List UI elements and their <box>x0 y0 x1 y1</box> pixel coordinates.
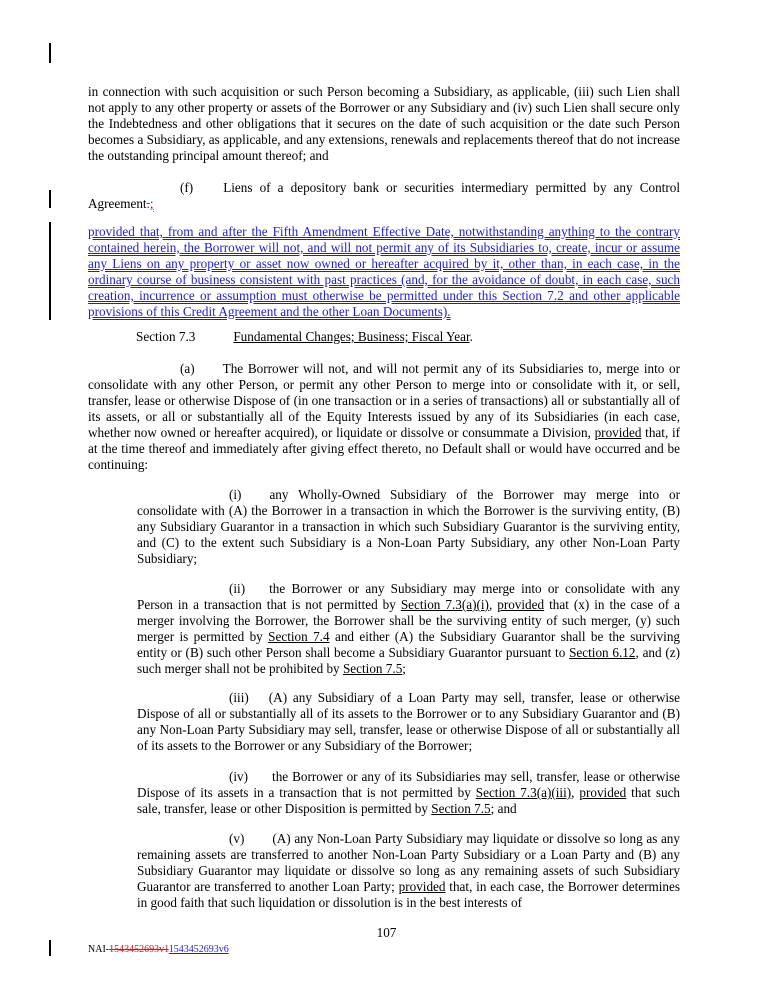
section-title: Fundamental Changes; Business; Fiscal Year <box>233 329 470 344</box>
paragraph-proviso-inserted <box>88 224 680 320</box>
section-reference: Section 7.5 <box>342 661 403 676</box>
inserted-text: provided that, from and after the Fifth Amendment Effective Date, notwithstanding anything to the contrary contained herein, the Borrower will not, and will not permit any of its Subsidiaries to, create, incur or assume any Liens on any property or asset now owned or hereafter acquired by it, other than, in each case, in the ordinary course of business consistent with past practices (and, for the avoidance of doubt, in each case, such creation, incurrence or assumption must otherwise be permitted under this Section 7.2 and other applicable provisions of this Credit Agreement and the other Loan Documents). <box>88 224 680 319</box>
change-bar <box>49 43 51 63</box>
paragraph-ii: (ii) the Borrower or any Subsidiary may merge into or consolidate with any Person in a transaction that is not permitted by Section 7.3(a)(i), provided that (x) in the case of a merger involving the Borrower, the Borrower shall be the surviving entity of such merger, (y) such merger is permitted by Section 7.4 and either (A) the Subsidiary Guarantor shall be the surviving entity or (B) such other Person shall become a Subsidiary Guarantor pursuant to Section 6.12, and (z) such merger shall not be prohibited by Section 7.5; <box>137 581 681 676</box>
paragraph-f-cont: Agreement.; <box>88 196 154 211</box>
paragraph-v: (v) (A) any Non-Loan Party Subsidiary may liquidate or dissolve so long as any remaining assets are transferred to another Non-Loan Party Subsidiary or a Loan Party and (B) any Subsidiary Guarantor may liquidate or dissolve so long as any remaining assets of such Subsidiary Guarantor are transferred to another Loan Party; provided that, in each case, the Borrower determines in good faith that such liquidation or dissolution is in the best interests of <box>137 831 681 910</box>
section-reference: Section 7.4 <box>268 629 330 644</box>
paragraph-a: (a) The Borrower will not, and will not permit any of its Subsidiaries to, merge into or consolidate with any other Person, or permit any other Person to merge into or consolidate with it, or sell, transfer, lease or otherwise Dispose of (in one transaction or in a series of transactions) all or substantially all of its assets, or all or substantially all of the Equity Interests issued by any of its Subsidiaries (in each case, whether now owned or hereafter acquired), or liquidate or dissolve or consummate a Division, provided that, if at the time thereof and immediately after giving effect thereto, no Default shall or would have occurred and be continuing: <box>88 361 680 472</box>
clause-num-v: (v) <box>229 831 245 846</box>
section-reference: Section 7.3(a)(i) <box>400 597 489 612</box>
deleted-text: . <box>146 196 150 211</box>
clause-num-iii: (iii) <box>229 690 249 705</box>
page-number: 107 <box>376 925 397 940</box>
paragraph-iv: (iv) the Borrower or any of its Subsidiaries may sell, transfer, lease or otherwise Dispose of its assets in a transaction that is not permitted by Section 7.3(a)(iii), provided that such sale, transfer, lease or other Disposition is permitted by Section 7.5; and <box>137 769 681 816</box>
change-bar <box>49 222 51 320</box>
section-number: Section 7.3 <box>136 329 196 344</box>
clause-num-iv: (iv) <box>229 769 249 784</box>
paragraph-i: (i) any Wholly-Owned Subsidiary of the Borrower may merge into or consolidate with (A) the Borrower in a transaction in which the Borrower is the surviving entity, (B) any Subsidiary Guarantor in a transaction in which such Subsidiary Guarantor is the surviving entity, and (C) to the extent such Subsidiary is a Non-Loan Party Subsidiary, any other Non-Loan Party Subsidiary; <box>137 487 680 566</box>
deleted-text: 1543452693v1 <box>109 944 169 955</box>
document-id-footer: NAI-1543452693v11543452693v6 <box>88 944 229 955</box>
inserted-text: ; <box>149 196 154 211</box>
clause-num-f: (f) <box>180 180 194 195</box>
clause-num-ii: (ii) <box>229 581 246 596</box>
section-reference: Section 6.12 <box>569 645 636 660</box>
section-reference: Section 7.5 <box>431 801 491 816</box>
paragraph-f: (f) Liens of a depository bank or securities intermediary permitted by any Control <box>180 180 680 195</box>
inserted-text: 1543452693v6 <box>168 944 229 955</box>
change-bar <box>49 190 51 208</box>
paragraph-lien-continuation: in connection with such acquisition or such Person becoming a Subsidiary, as applicable, (iii) such Lien shall not apply to any other property or assets of the Borrower or any Subsidiary and (iv) such Lien shall secure only the Indebtedness and other obligations that it secures on the date of such acquisition or the date such Person becomes a Subsidiary, as applicable, and any extensions, renewals and replacements thereof that do not increase the outstanding principal amount thereof; and <box>88 84 680 163</box>
clause-num-a: (a) <box>180 361 195 376</box>
clause-num-i: (i) <box>229 487 242 502</box>
section-reference: Section 7.3(a)(iii) <box>475 785 572 800</box>
paragraph-iii: (iii) (A) any Subsidiary of a Loan Party may sell, transfer, lease or otherwise Dispose of all or substantially all of its assets to the Borrower or to any Subsidiary Guarantor and (B) any Non-Loan Party Subsidiary may sell, transfer, lease or otherwise Dispose of all or substantially all of its assets to the Borrower or any Subsidiary of the Borrower; <box>137 690 680 753</box>
change-bar <box>49 940 51 956</box>
section-heading: Section 7.3 Fundamental Changes; Business; Fiscal Year. <box>136 329 473 344</box>
